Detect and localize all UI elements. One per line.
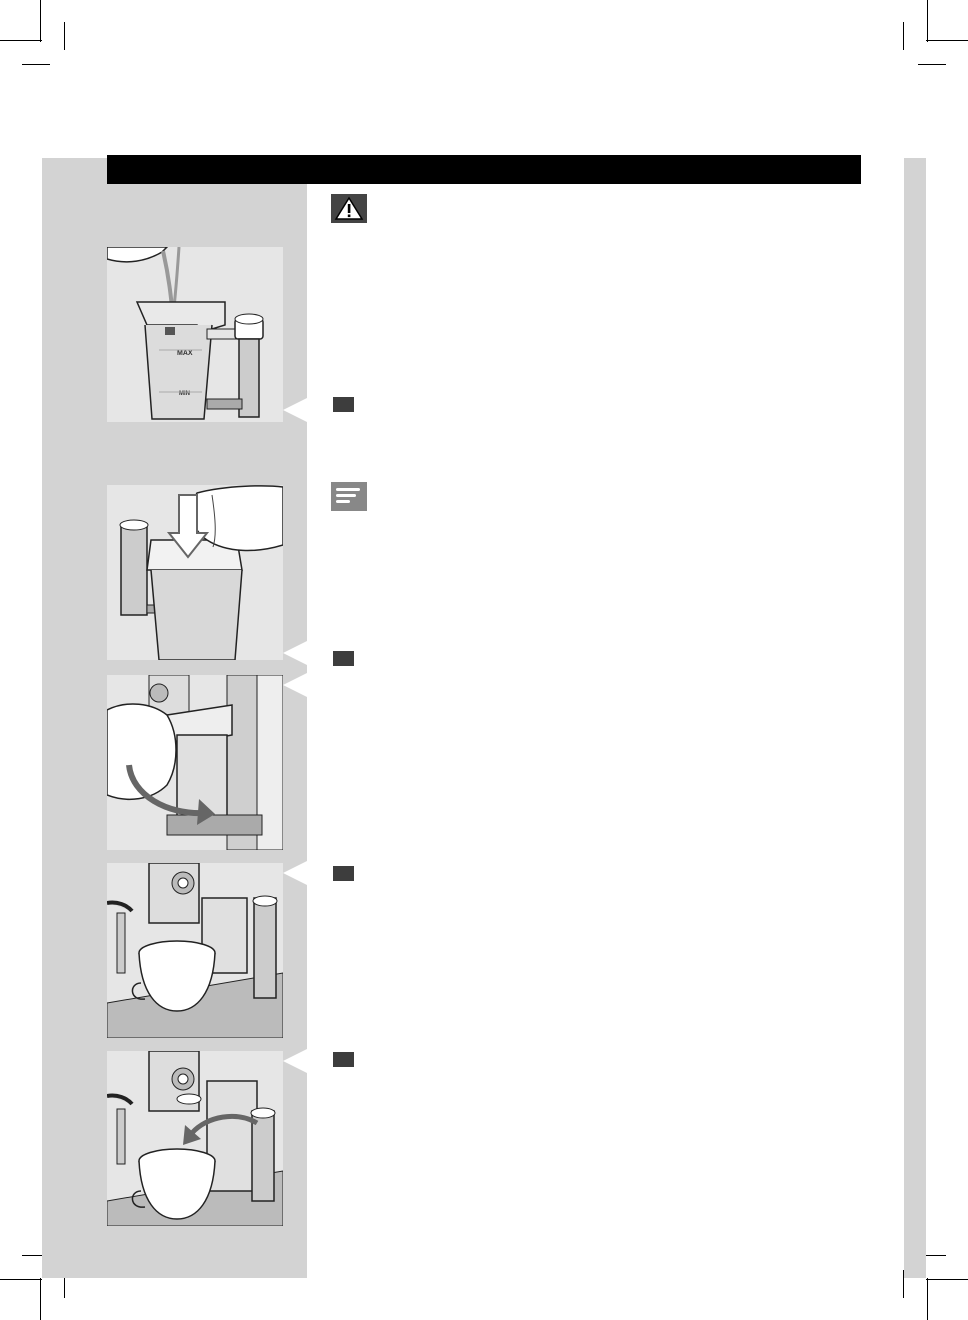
crop-mark bbox=[903, 22, 904, 50]
crop-mark bbox=[22, 64, 50, 65]
crop-mark bbox=[40, 1278, 41, 1320]
cup-under-spout-illustration bbox=[107, 863, 283, 1038]
callout-pointer bbox=[283, 1049, 307, 1073]
crop-mark bbox=[64, 22, 65, 50]
step-number-box bbox=[333, 397, 354, 412]
note-icon bbox=[331, 482, 367, 511]
crop-mark bbox=[926, 40, 968, 41]
min-fill-label: MIN bbox=[179, 391, 190, 397]
crop-mark bbox=[918, 64, 946, 65]
step-number-box bbox=[333, 1052, 354, 1067]
crop-mark bbox=[926, 1279, 968, 1280]
spout-rotate-illustration bbox=[107, 1051, 283, 1226]
step-number-box bbox=[333, 651, 354, 666]
right-margin-band bbox=[904, 158, 926, 1278]
crop-mark bbox=[40, 0, 41, 42]
callout-pointer bbox=[283, 861, 307, 885]
crop-mark bbox=[927, 1278, 928, 1320]
crop-mark bbox=[927, 0, 928, 42]
milk-jug-lid-close-illustration bbox=[107, 485, 283, 660]
callout-pointer bbox=[283, 673, 307, 697]
left-margin-band bbox=[42, 158, 107, 1278]
section-header-bar bbox=[107, 155, 861, 184]
crop-mark bbox=[0, 1279, 42, 1280]
crop-mark bbox=[0, 40, 42, 41]
warning-icon bbox=[331, 194, 367, 223]
step-number-box bbox=[333, 866, 354, 881]
callout-pointer bbox=[283, 398, 307, 422]
callout-pointer bbox=[283, 641, 307, 665]
milk-jug-filling-illustration bbox=[107, 247, 283, 422]
max-fill-label: MAX bbox=[177, 350, 193, 357]
milk-jug-insert-illustration bbox=[107, 675, 283, 850]
